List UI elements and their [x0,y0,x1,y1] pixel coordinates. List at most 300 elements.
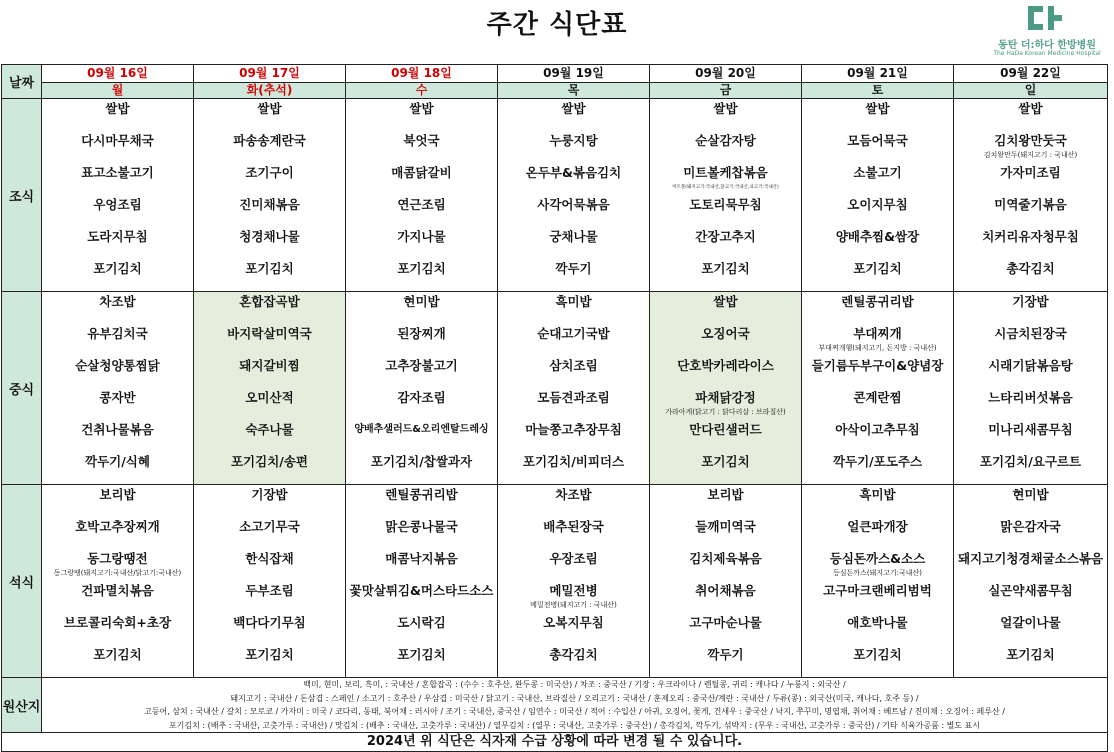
menu-item [650,292,801,324]
weekday-cell: 월 [42,83,194,99]
menu-item-label: 다시마무채국 [81,133,154,148]
menu-item-label: 혼합잡곡밥 [239,294,300,309]
menu-item [954,452,1107,484]
menu-item [954,613,1107,645]
menu-item-label: 미나리새콤무침 [988,422,1073,437]
menu-item-label: 총각김치 [549,647,598,662]
menu-item-origin-note: 미트볼(돼지고기:국내산,닭고기:국내산,쇠고기:국내산) [672,185,779,190]
menu-item-label: 보리밥 [99,487,136,502]
menu-item [954,645,1107,677]
menu-item [498,581,649,613]
menu-cell [498,99,650,292]
menu-item-label: 들기름두부구이&양념장 [811,358,944,373]
logo-name-ko: 동탄 더:하다 한방병원 [998,40,1096,51]
menu-item-label: 렌틸콩귀리밥 [385,487,458,502]
meal-label-dinner: 석식 [2,485,42,678]
menu-item-label: 들깨미역국 [695,519,756,534]
menu-item-label: 느타리버섯볶음 [988,390,1073,405]
menu-item-label: 부대찌개 [853,326,902,341]
menu-item [498,227,649,259]
menu-item-label: 맑은감자국 [1000,519,1061,534]
menu-item [802,613,953,645]
meal-label-breakfast: 조식 [2,99,42,292]
menu-item [954,388,1107,420]
menu-item-label: 쌀밥 [713,101,738,116]
menu-cell [802,292,954,485]
menu-item-label: 치커리유자청무침 [982,229,1079,244]
menu-item [498,485,649,517]
menu-item [650,420,801,452]
menu-item-label: 고추장불고기 [385,358,458,373]
menu-item [346,613,497,645]
menu-item [650,259,801,291]
menu-item [802,581,953,613]
menu-item [650,452,801,484]
menu-item-label: 쌀밥 [713,294,738,309]
menu-item-label: 포기김치 [397,261,446,276]
menu-cell [650,99,802,292]
menu-item-label: 모듬견과조림 [537,390,610,405]
menu-item-label: 포기김치 [397,647,446,662]
menu-item-label: 등심돈까스&소스 [829,551,926,566]
menu-item-label: 총각김치 [1006,261,1055,276]
menu-item [194,227,345,259]
menu-item [194,195,345,227]
date-cell: 09월 17일 [194,65,346,83]
menu-item-label: 궁채나물 [549,229,598,244]
menu-item-label: 아삭이고추무침 [835,422,920,437]
menu-item [650,195,801,227]
menu-item-label: 쌀밥 [105,101,130,116]
menu-item [498,131,649,163]
menu-item [650,356,801,388]
menu-item [954,259,1107,291]
menu-item [954,324,1107,356]
menu-item [42,131,193,163]
menu-item-origin-note: 등심돈까스(돼지고기:국내산) [833,569,922,577]
meal-label-lunch: 중식 [2,292,42,485]
menu-item-label: 얼큰파개장 [847,519,908,534]
menu-item-label: 바지락살미역국 [227,326,312,341]
menu-item [346,324,497,356]
menu-cell [802,99,954,292]
menu-item [954,195,1107,227]
menu-item [802,292,953,324]
menu-item [346,292,497,324]
menu-item [194,388,345,420]
menu-item-label: 가자미조림 [1000,165,1061,180]
menu-item-label: 오복지무침 [543,615,604,630]
menu-item-label: 현미밥 [1012,487,1049,502]
menu-item-label: 렌틸콩귀리밥 [841,294,914,309]
menu-cell [42,99,194,292]
menu-item [346,356,497,388]
weekday-cell: 일 [954,83,1108,99]
weekly-menu-table [1,64,1108,752]
menu-item [346,99,497,131]
menu-item-label: 소불고기 [853,165,902,180]
menu-item-origin-note: 부대찌개햄(돼지고기, 돈지방 : 국내산) [818,344,937,352]
weekday-cell: 금 [650,83,802,99]
menu-item [498,420,649,452]
menu-item-label: 소고기무국 [239,519,300,534]
menu-item-label: 청경채나물 [239,229,300,244]
menu-item [346,549,497,581]
menu-item [802,452,953,484]
menu-item [498,259,649,291]
menu-item [650,227,801,259]
menu-item-label: 미트볼케찹볶음 [683,165,768,180]
menu-item [498,613,649,645]
menu-item [42,388,193,420]
weekday-cell: 화(추석) [194,83,346,99]
menu-item [802,227,953,259]
menu-item [346,581,497,613]
menu-item-label: 기장밥 [1012,294,1049,309]
menu-item-label: 포기김치/비피더스 [522,454,625,469]
menu-item [42,517,193,549]
menu-item [802,356,953,388]
menu-item [650,517,801,549]
menu-item [954,99,1107,131]
menu-item-label: 취어채볶음 [695,583,756,598]
weekday-cell: 목 [498,83,650,99]
menu-item [346,163,497,195]
menu-cell [498,292,650,485]
menu-cell [954,485,1108,678]
menu-item [42,356,193,388]
menu-item-origin-note: 동그랑땡(돼지고기:국내산/닭고기:국내산) [53,569,182,577]
menu-item [194,581,345,613]
menu-item-label: 브로콜리숙회+초장 [63,615,172,630]
hospital-logo [988,4,1106,58]
menu-item [42,581,193,613]
menu-item-label: 포기김치 [701,261,750,276]
menu-item [498,549,649,581]
menu-item [346,388,497,420]
menu-item [42,324,193,356]
menu-item-label: 파채닭강정 [695,390,756,405]
weekday-cell: 수 [346,83,498,99]
date-cell: 09월 20일 [650,65,802,83]
menu-item-label: 꽃맛살튀김&머스타드소스 [349,583,494,598]
menu-item-label: 맑은콩나물국 [385,519,458,534]
menu-item-label: 진미채볶음 [239,197,300,212]
menu-item [346,195,497,227]
menu-item [802,259,953,291]
menu-item-label: 표고소불고기 [81,165,154,180]
menu-item-label: 포기김치/찹쌀과자 [370,454,473,469]
menu-item [802,195,953,227]
menu-item [498,195,649,227]
menu-item [954,485,1107,517]
menu-item-label: 돼지고기청경채굴소스볶음 [958,551,1103,566]
menu-item [954,292,1107,324]
menu-item-label: 차조밥 [99,294,136,309]
menu-item [498,324,649,356]
menu-item [498,645,649,677]
menu-item-label: 우장조림 [549,551,598,566]
menu-item-label: 한식잡채 [245,551,294,566]
menu-item-label: 삼치조림 [549,358,598,373]
menu-item-label: 매콤닭갈비 [391,165,452,180]
menu-item [498,163,649,195]
menu-cell [194,485,346,678]
menu-item [42,549,193,581]
menu-item-label: 오미산적 [245,390,294,405]
menu-item-label: 호박고추장찌개 [75,519,160,534]
menu-item-label: 숙주나물 [245,422,294,437]
menu-item-label: 기장밥 [251,487,288,502]
date-cell: 09월 16일 [42,65,194,83]
menu-item [194,485,345,517]
menu-item [42,645,193,677]
menu-item [42,259,193,291]
menu-item-label: 김치제육볶음 [689,551,762,566]
menu-item [42,452,193,484]
menu-item-label: 콘계란찜 [853,390,902,405]
menu-item [42,99,193,131]
menu-item-label: 시래기닭볶음탕 [988,358,1073,373]
menu-item [954,549,1107,581]
menu-cell [650,485,802,678]
menu-item [650,99,801,131]
menu-cell [194,99,346,292]
date-cell: 09월 19일 [498,65,650,83]
menu-item [194,356,345,388]
menu-cell [346,99,498,292]
menu-item [650,645,801,677]
menu-item-label: 쌀밥 [257,101,282,116]
menu-item-label: 포기김치 [245,261,294,276]
menu-item [650,388,801,420]
menu-item [346,452,497,484]
menu-item-label: 김치왕만둣국 [994,133,1067,148]
menu-item-label: 된장찌개 [397,326,446,341]
menu-item-label: 파송송계란국 [233,133,306,148]
logo-name-en: The HaDa Korean Medicine Hospital [993,50,1101,57]
menu-item-label: 간장고추지 [695,229,756,244]
menu-item [650,485,801,517]
menu-cell [650,292,802,485]
menu-item-label: 사각어묵볶음 [537,197,610,212]
menu-item-label: 깍두기 [707,647,744,662]
menu-item [498,292,649,324]
menu-item-origin-note: 김치왕만두(돼지고기 : 국내산) [983,151,1078,159]
menu-item [346,227,497,259]
menu-item-label: 차조밥 [555,487,592,502]
menu-cell [498,485,650,678]
page-title: 주간 식단표 [486,10,628,40]
menu-item-label: 흑미밥 [555,294,592,309]
menu-item [650,581,801,613]
menu-item-label: 도토리묵무침 [689,197,762,212]
menu-item-label: 온두부&볶음김치 [525,165,622,180]
menu-item-label: 연근조림 [397,197,446,212]
menu-cell [954,292,1108,485]
menu-item-label: 흑미밥 [859,487,896,502]
menu-item [954,163,1107,195]
menu-item-label: 포기김치 [853,647,902,662]
menu-item [954,131,1107,163]
menu-item-origin-note: 가라아게(닭고기 : 닭다리살 : 브라질산) [665,408,786,416]
menu-item-label: 포기김치 [1006,647,1055,662]
menu-item-label: 순살청양통찜닭 [75,358,160,373]
menu-item [650,324,801,356]
menu-item [194,517,345,549]
menu-item [650,549,801,581]
menu-item-label: 실곤약새콤무침 [988,583,1073,598]
menu-item-label: 두부조림 [245,583,294,598]
menu-item-label: 순대고기국밥 [537,326,610,341]
menu-item-label: 건파멸치볶음 [81,583,154,598]
footer-notice: 2024년 위 식단은 식자재 수급 상황에 따라 변경 될 수 있습니다. [2,733,1108,752]
menu-item-label: 오징어국 [701,326,750,341]
origin-info [42,678,1108,733]
menu-cell [954,99,1108,292]
menu-item [498,388,649,420]
menu-item [42,613,193,645]
menu-item [802,517,953,549]
menu-item-label: 포기김치 [701,454,750,469]
menu-item [42,227,193,259]
menu-item-label: 건취나물볶음 [81,422,154,437]
menu-item-label: 미역줄기볶음 [994,197,1067,212]
menu-item-label: 도라지무침 [87,229,148,244]
menu-item-label: 메밀전병 [549,583,598,598]
menu-item [346,420,497,452]
menu-item-label: 쌀밥 [561,101,586,116]
menu-item-label: 보리밥 [707,487,744,502]
menu-item [42,292,193,324]
menu-item-label: 양배추찜&쌈장 [835,229,920,244]
weekday-cell: 토 [802,83,954,99]
menu-item-label: 고구마크랜베리범벅 [823,583,932,598]
menu-item [802,99,953,131]
menu-item [194,163,345,195]
menu-item-label: 포기김치 [853,261,902,276]
menu-item [346,517,497,549]
menu-item [650,163,801,195]
menu-item [42,485,193,517]
menu-item-label: 얼갈이나물 [1000,615,1061,630]
menu-item [802,549,953,581]
menu-item [194,131,345,163]
menu-item-label: 감자조림 [397,390,446,405]
menu-cell [42,292,194,485]
menu-item-label: 순살감자탕 [695,133,756,148]
menu-item [42,195,193,227]
menu-item [802,645,953,677]
menu-item [194,259,345,291]
menu-cell [42,485,194,678]
menu-item-label: 고구마순나물 [689,615,762,630]
menu-item [498,517,649,549]
menu-item [194,452,345,484]
menu-item [802,485,953,517]
date-header-label: 날짜 [2,65,42,99]
menu-item-label: 북엇국 [403,133,440,148]
date-cell: 09월 21일 [802,65,954,83]
menu-item-label: 쌀밥 [865,101,890,116]
menu-item [498,452,649,484]
menu-item [194,645,345,677]
menu-item-label: 오이지무침 [847,197,908,212]
menu-item-label: 포기김치/송편 [230,454,309,469]
logo-mark-icon [1028,6,1062,30]
menu-item [498,99,649,131]
menu-item [802,420,953,452]
menu-item-label: 포기김치/요구르트 [979,454,1082,469]
menu-item-label: 조기구이 [245,165,294,180]
menu-item-label: 포기김치 [245,647,294,662]
menu-item-label: 모듬어묵국 [847,133,908,148]
menu-item [346,485,497,517]
menu-item-label: 깍두기/포도주스 [832,454,923,469]
menu-item [42,420,193,452]
menu-item [954,420,1107,452]
menu-item-label: 포기김치 [93,261,142,276]
origin-line: 고등어, 삼치 : 국내산 / 갈치 : 모로코 / 가자미 : 미국 / 코다리, 동태, 북어채 : 러시아 / 조기 : 국내산, 중국산 / 임연수 : 미국산 / 적어 : 수입산 / 아귀, 오징어, 꽃게, 건새우 : 중국산 / 낙지, 쭈꾸미, 명엽채, 취어채 : 베트남 / 진미채 : 오징어 : 페루산 / [144,707,1005,716]
menu-item-label: 마늘쫑고추장무침 [525,422,622,437]
menu-item-label: 단호박카레라이스 [677,358,774,373]
menu-item [346,131,497,163]
menu-item [954,356,1107,388]
menu-item [42,163,193,195]
origin-line: 백미, 현미, 보리, 흑미, : 국내산 / 혼합잡곡 : (수수 : 호주산, 완두콩 : 미국산) / 차조 : 중국산 / 기장 : 우크라이나 / 렌틸콩, 귀리 : 캐나다 / 누룽지 : 외국산 / [303,680,846,689]
menu-item-label: 포기김치 [93,647,142,662]
menu-item-label: 가지나물 [397,229,446,244]
menu-cell [346,485,498,678]
menu-item-label: 쌀밥 [1018,101,1043,116]
menu-item-label: 동그랑땡전 [87,551,148,566]
menu-item [194,420,345,452]
menu-item-label: 애호박나물 [847,615,908,630]
menu-item [954,581,1107,613]
menu-item [194,613,345,645]
menu-item [194,292,345,324]
menu-item [802,131,953,163]
menu-item-label: 콩자반 [99,390,136,405]
origin-line: 포기김치 : (배추 : 국내산, 고춧가루 : 국내산) / 맛김치 : (배추 : 국내산, 고춧가루 : 국내산) / 열무김치 : (열무 : 국내산, 고춧가루 : 중국산) / 총각김치, 깍두기, 섞박지 : (무우 : 국내산, 고춧가루 : 중국산) / 기타 식육가공품 : 별도 표시 [168,720,981,730]
date-cell: 09월 18일 [346,65,498,83]
menu-item [346,645,497,677]
origin-line: 돼지고기 : 국내산 / 돈삼겹 : 스페인 / 소고기 : 호주산 / 우삼겹 : 미국산 / 닭고기 : 국내산, 브라질산 / 오리고기 : 국내산 / 훈제오리 : 중국산/계란 : 국내산 / 두류(콩) : 외국산(미국, 캐나다, 호주 등) / [230,693,919,703]
menu-item-label: 깍두기 [555,261,592,276]
menu-item [650,613,801,645]
origin-label: 원산지 [2,678,42,733]
menu-item-label: 깍두기/식혜 [85,454,150,469]
menu-item-label: 우엉조림 [93,197,142,212]
menu-item [954,227,1107,259]
menu-item [802,324,953,356]
menu-item-label: 쌀밥 [409,101,434,116]
menu-item [954,517,1107,549]
menu-item-label: 백다다기무침 [233,615,306,630]
menu-item-origin-note: 메밀전병(돼지고기 : 국내산) [530,601,617,609]
menu-item-label: 현미밥 [403,294,440,309]
menu-item-label: 누룽지탕 [549,133,598,148]
menu-item [194,549,345,581]
menu-item-label: 유부김치국 [87,326,148,341]
menu-item-label: 배추된장국 [543,519,604,534]
menu-item-label: 시금치된장국 [994,326,1067,341]
menu-cell [802,485,954,678]
menu-item [802,388,953,420]
date-cell: 09월 22일 [954,65,1108,83]
menu-item-label: 매콤낙지볶음 [385,551,458,566]
menu-item [650,131,801,163]
